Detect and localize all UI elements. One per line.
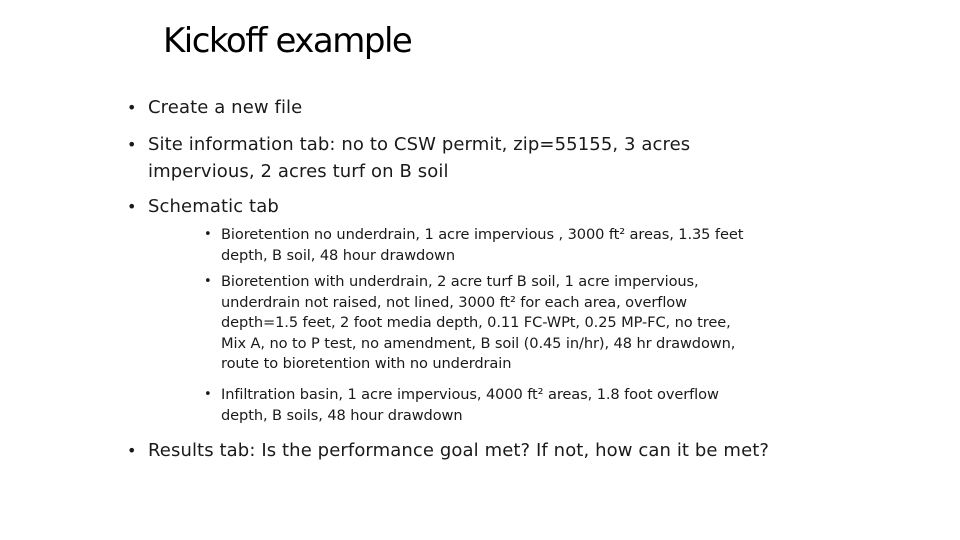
bullet-item-results-tab [127, 437, 770, 464]
sub-bullet-text-line: depth=1.5 feet, 2 foot media depth, 0.11 FC-WPt, 0.25 MP-FC, no tree, [221, 314, 731, 331]
bullet-glyph: • [204, 387, 212, 402]
bullet-item-create-file [127, 94, 303, 121]
bullet-text: Schematic tab [148, 196, 279, 217]
bullet-item-schematic-tab [127, 193, 279, 220]
sub-bullet-text-line: Mix A, no to P test, no amendment, B soil (0.45 in/hr), 48 hr drawdown, [221, 334, 736, 352]
sub-bullet-text-line: Bioretention with underdrain, 2 acre turf B soil, 1 acre impervious, [221, 273, 699, 290]
bullet-glyph: • [127, 98, 137, 117]
bullet-text: Create a new file [148, 97, 303, 118]
sub-bullet-bioretention-no-underdrain [204, 225, 744, 266]
bullet-glyph: • [127, 135, 137, 154]
sub-bullet-bioretention-with-underdrain [204, 272, 736, 375]
sub-bullet-text-line: route to bioretention with no underdrain [221, 355, 512, 372]
bullet-glyph: • [127, 197, 137, 216]
sub-bullet-text-line: underdrain not raised, not lined, 3000 ft² for each area, overflow [221, 293, 687, 311]
bullet-text-line: Site information tab: no to CSW permit, zip=55155, 3 acres [148, 134, 691, 155]
bullet-text: Results tab: Is the performance goal met? If not, how can it be met? [148, 440, 770, 461]
sub-bullet-text-line: Infiltration basin, 1 acre impervious, 4000 ft² areas, 1.8 foot overflow [221, 386, 719, 403]
sub-bullet-text-line: Bioretention no underdrain, 1 acre impervious , 3000 ft² areas, 1.35 feet [221, 226, 744, 243]
sub-bullet-text-line: depth, B soil, 48 hour drawdown [221, 246, 456, 264]
bullet-item-site-information [127, 131, 691, 185]
slide-title: Kickoff example [163, 21, 412, 61]
bullet-text-line: impervious, 2 acres turf on B soil [148, 161, 449, 182]
sub-bullet-text-line: depth, B soils, 48 hour drawdown [221, 406, 463, 424]
bullet-glyph: • [204, 274, 212, 289]
sub-bullet-infiltration-basin [204, 385, 719, 426]
bullet-glyph: • [127, 441, 137, 460]
bullet-glyph: • [204, 227, 212, 242]
